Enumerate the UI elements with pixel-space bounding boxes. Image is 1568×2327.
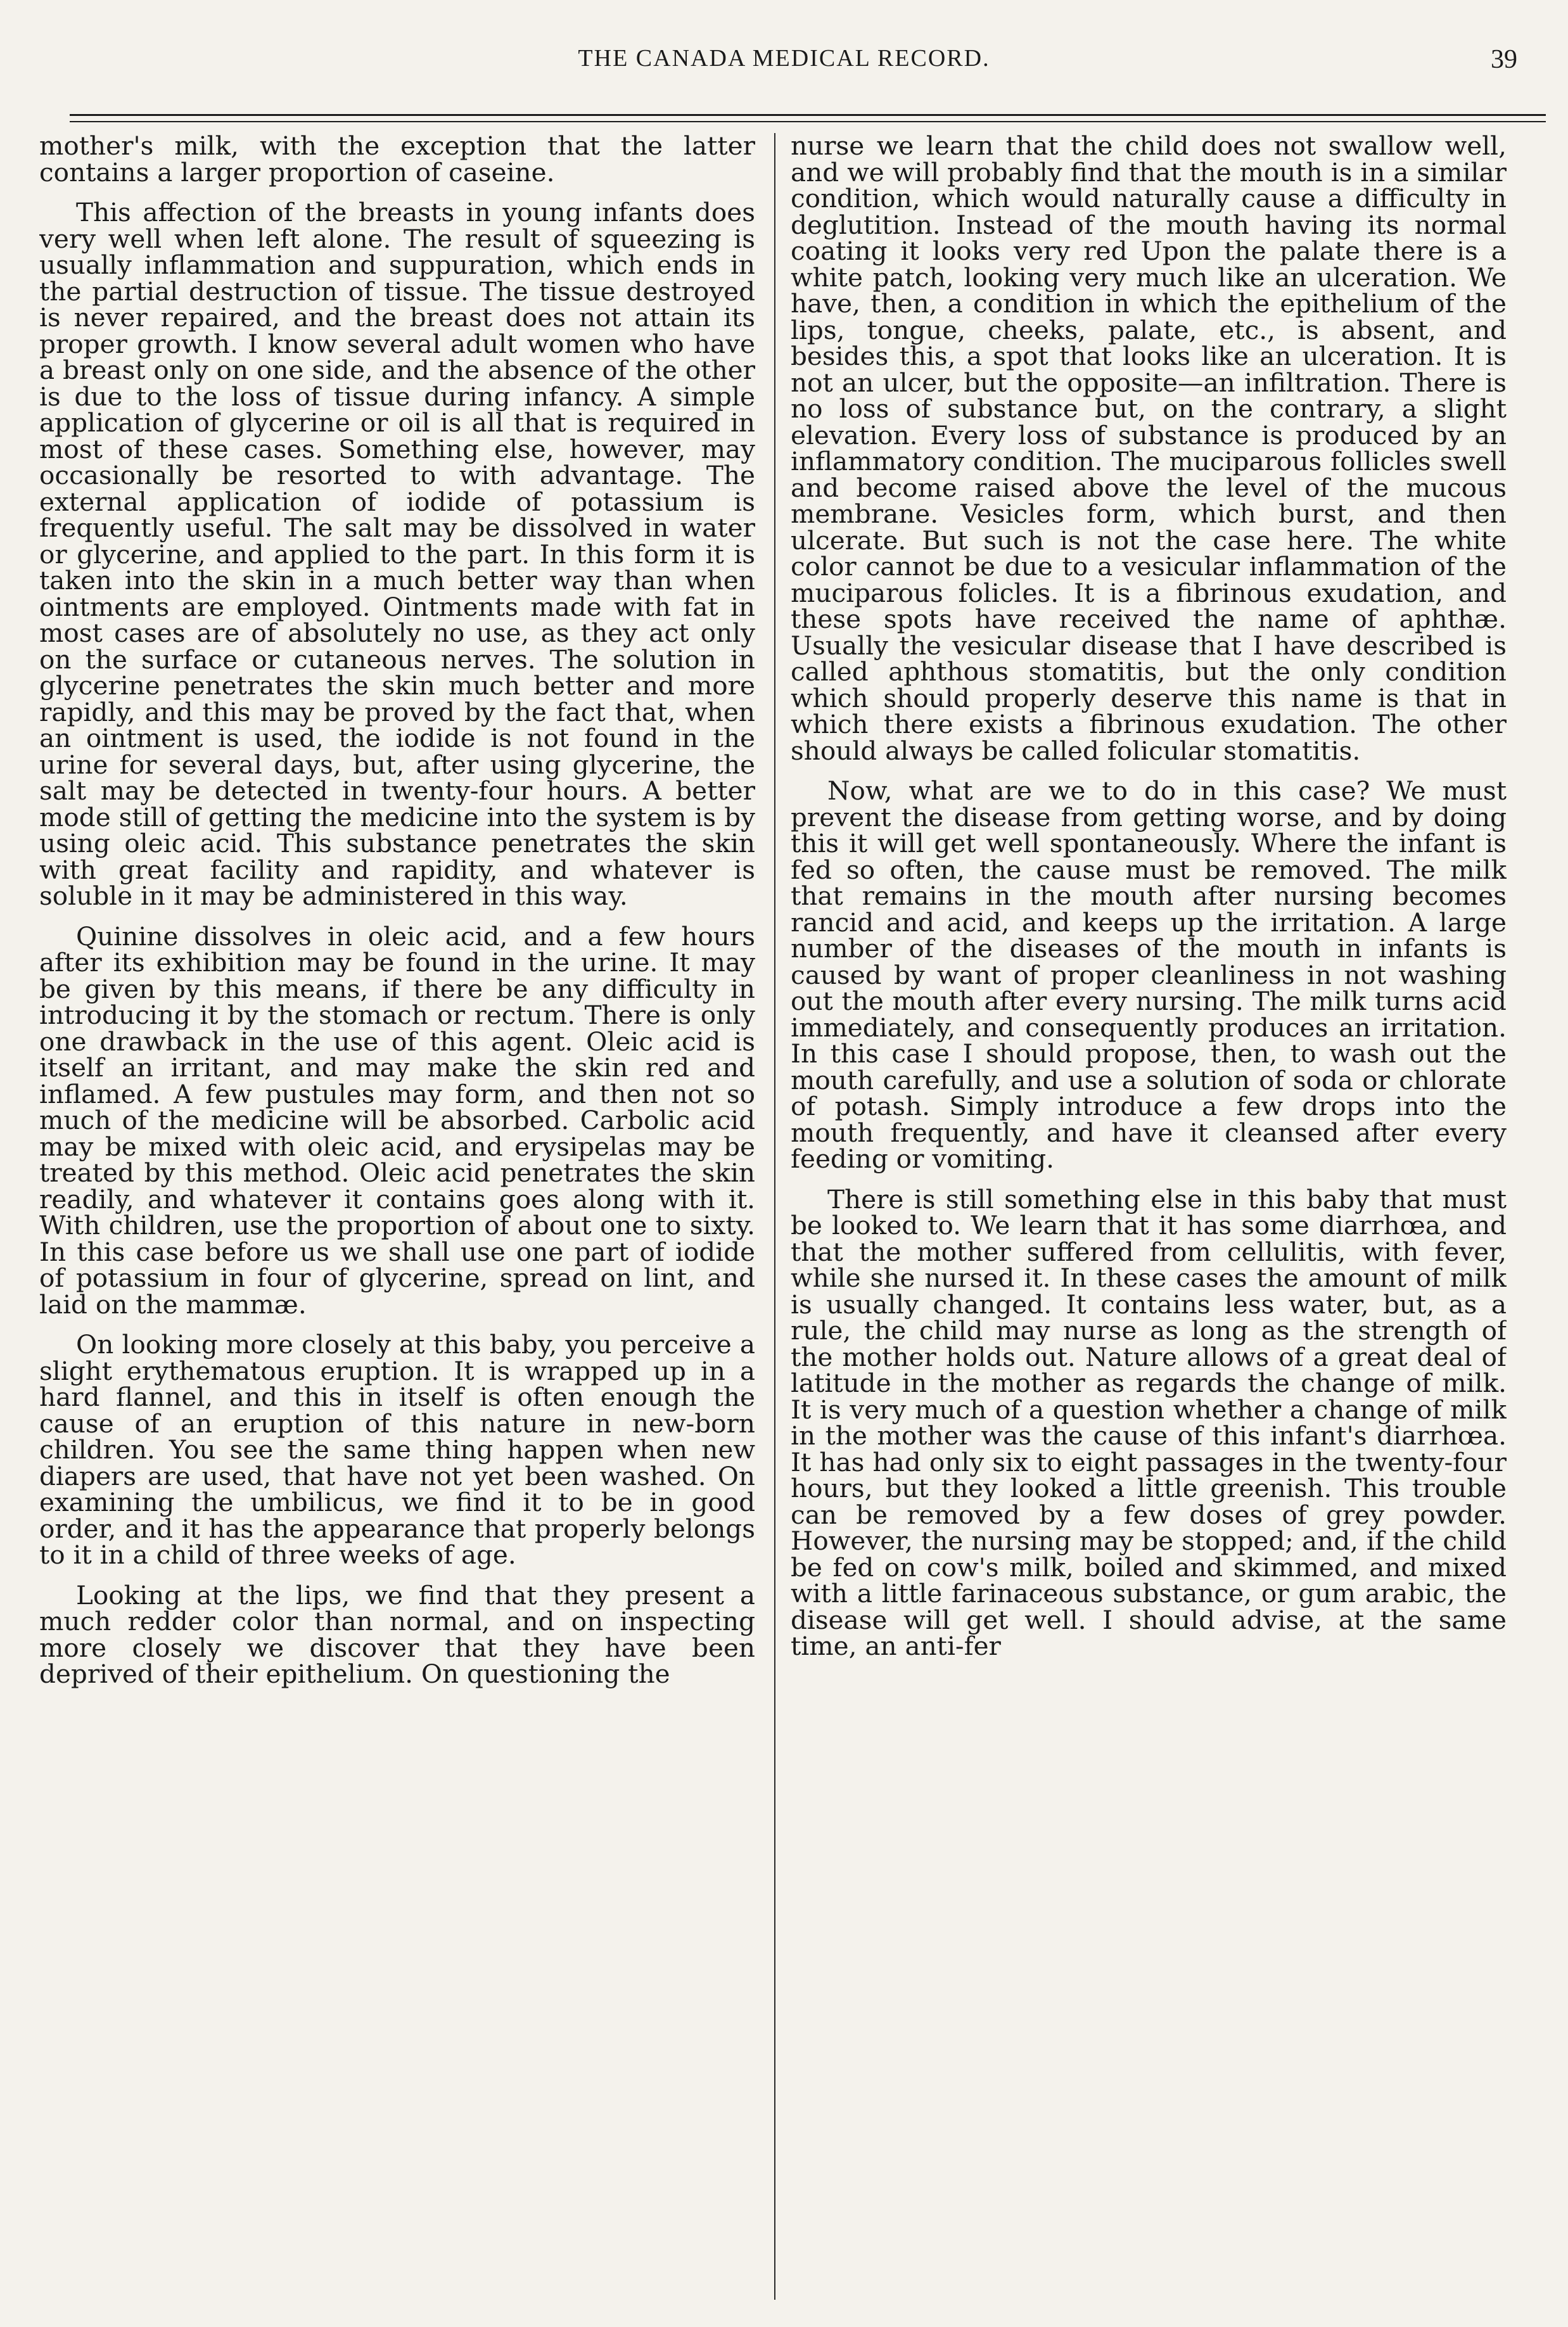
paragraph: Looking at the lips, we find that they present a much redder color than normal, and on inspecting more closely we discover that they have been deprived of their epithelium. On questioning the — [39, 1579, 755, 1689]
left-column — [39, 133, 755, 2300]
column-divider — [774, 133, 775, 2300]
page-number: 39 — [1491, 45, 1517, 74]
page-header — [38, 44, 1530, 89]
paragraph: There is still something else in this baby that must be looked to. We learn that it has some diarrhœa, and that the mother suffered from cellulitis, with fever, while she nursed it. In these cases the amount of milk is usually changed. It contains less water, but, as a rule, the child may nurse as long as the strength of the mother holds out. Nature allows of a great deal of latitude in the mother as regards the change of milk. It is very much of a question whether a change of milk in the mother was the cause of this infant's diarrhœa. It has had only six to eight passages in the twenty-four hours, but they looked a little greenish. This trouble can be removed by a few doses of grey powder. However, the nursing may be stopped; and, if the child be fed on cow's milk, boiled and skimmed, and mixed with a little farinaceous substance, or gum arabic, the disease will get well. I should advise, at the same time, an anti-fer — [791, 1183, 1507, 1661]
running-head: THE CANADA MEDICAL RECORD. — [578, 45, 990, 72]
paragraph: Quinine dissolves in oleic acid, and a few hours after its exhibition may be found in the urine. It may be given by this means, if there be any difficulty in introducing it by the stomach or rectum. There is only one drawback in the use of this agent. Oleic acid is itself an irritant, and may make the skin red and inflamed. A few pustules may form, and then not so much of the medicine will be absorbed. Carbolic acid may be mixed with oleic acid, and erysipelas may be treated by this method. Oleic acid penetrates the skin readily, and whatever it contains goes along with it. With children, use the proportion of about one to sixty. In this case before us we shall use one part of iodide of potassium in four of glycerine, spread on lint, and laid on the mammæ. — [39, 921, 755, 1320]
paragraph: mother's milk, with the exception that the latter contains a larger proportion of caseine. — [39, 133, 755, 188]
right-column — [791, 133, 1507, 2300]
header-rule-top — [70, 114, 1546, 116]
paragraph: nurse we learn that the child does not swallow well, and we will probably find that the mouth is in a similar condition, which would naturally cause a difficulty in deglutition. Instead of the mouth having its normal coating it looks very red Upon the palate there is a white patch, looking very much like an ulceration. We have, then, a condition in which the epithelium of the lips, tongue, cheeks, palate, etc., is absent, and besides this, a spot that looks like an ulceration. It is not an ulcer, but the opposite—an infiltration. There is no loss of substance but, on the contrary, a slight elevation. Every loss of substance is produced by an inflammatory condition. The muciparous follicles swell and become raised above the level of the mucous membrane. Vesicles form, which burst, and then ulcerate. But such is not the case here. The white color cannot be due to a vesicular inflammation of the muciparous folicles. It is a fibrinous exudation, and these spots have received the name of aphthæ. Usually the vesicular disease that I have described is called aphthous stomatitis, but the only condition which should properly deserve this name is that in which there exists a fibrinous exudation. The other should always be called folicular stomatitis. — [791, 133, 1507, 766]
paragraph: Now, what are we to do in this case? We must prevent the disease from getting worse, and by doing this it will get well spontaneously. Where the infant is fed so often, the cause must be removed. The milk that remains in the mouth after nursing becomes rancid and acid, and keeps up the irritation. A large number of the diseases of the mouth in infants is caused by want of proper cleanliness in not washing out the mouth after every nursing. The milk turns acid immediately, and consequently produces an irritation. In this case I should propose, then, to wash out the mouth carefully, and use a solution of soda or chlorate of potash. Simply introduce a few drops into the mouth frequently, and have it cleansed after every feeding or vomiting. — [791, 775, 1507, 1174]
paragraph: This affection of the breasts in young infants does very well when left alone. The result of squeezing is usually inflammation and suppuration, which ends in the partial destruction of tissue. The tissue destroyed is never repaired, and the breast does not attain its proper growth. I know several adult women who have a breast only on one side, and the absence of the other is due to the loss of tissue during infancy. A simple application of glycerine or oil is all that is required in most of these cases. Something else, however, may occasionally be resorted to with advantage. The external application of iodide of potassium is frequently useful. The salt may be dissolved in water or glycerine, and applied to the part. In this form it is taken into the skin in a much better way than when ointments are employed. Ointments made with fat in most cases are of absolutely no use, as they act only on the surface or cutaneous nerves. The solution in glycerine penetrates the skin much better and more rapidly, and this may be proved by the fact that, when an ointment is used, the iodide is not found in the urine for several days, but, after using glycerine, the salt may be detected in twenty-four hours. A better mode still of getting the medicine into the system is by using oleic acid. This substance penetrates the skin with great facility and rapidity, and whatever is soluble in it may be administered in this way. — [39, 197, 755, 911]
paragraph: On looking more closely at this baby, you perceive a slight erythematous eruption. It is wrapped up in a hard flannel, and this in itself is often enough the cause of an eruption of this nature in new-born children. You see the same thing happen when new diapers are used, that have not yet been washed. On examining the umbilicus, we find it to be in good order, and it has the appearance that properly belongs to it in a child of three weeks of age. — [39, 1329, 755, 1570]
header-rule-bottom — [70, 121, 1546, 122]
